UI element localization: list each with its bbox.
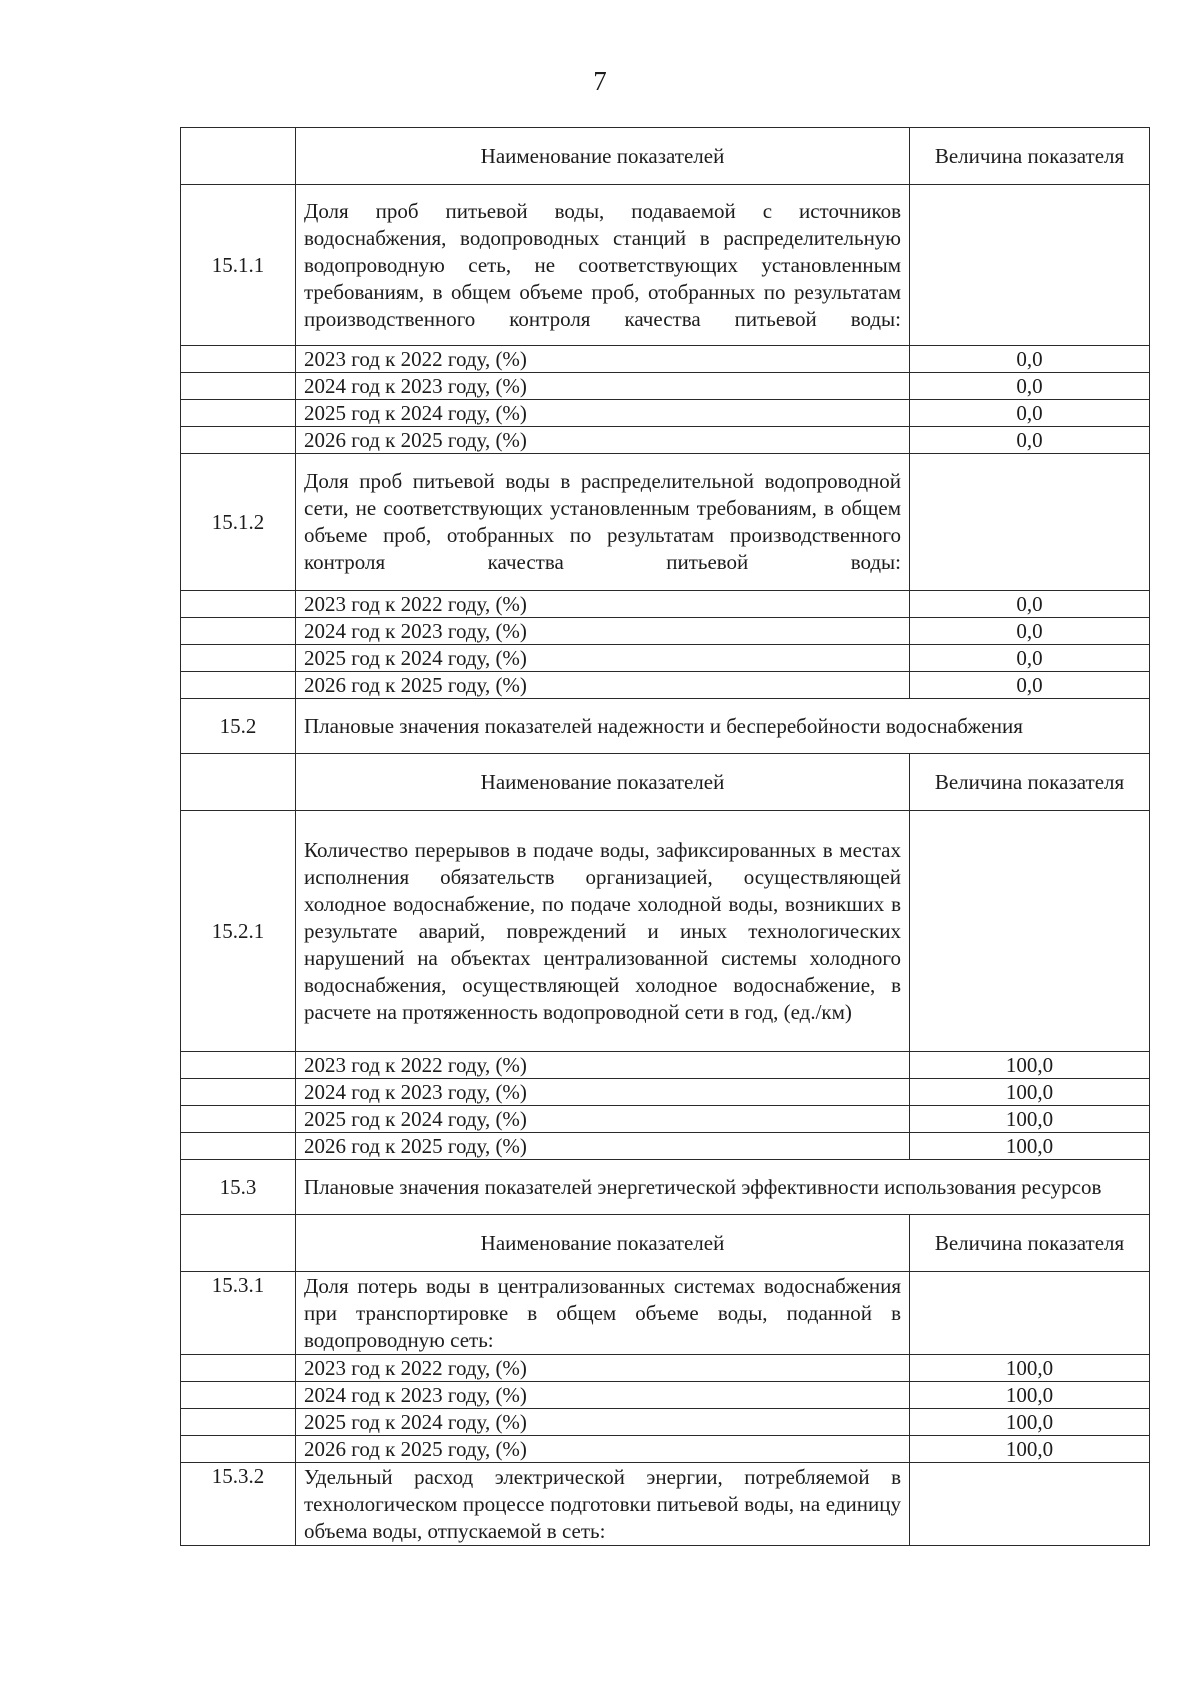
table-row (181, 1079, 1150, 1106)
row-description: Удельный расход электрической энергии, потребляемой в технологическом процессе подготовки питьевой воды, на единицу объема воды, отпускаемой в сеть: (296, 1463, 910, 1546)
row-value-empty (910, 1463, 1150, 1546)
year-value: 100,0 (910, 1436, 1150, 1463)
row-value-empty (910, 454, 1150, 591)
section-code: 15.2 (181, 699, 296, 754)
table-row (181, 1272, 1150, 1355)
row-description: Доля потерь воды в централизованных системах водоснабжения при транспортировке в общем объеме воды, поданной в водопроводную сеть: (296, 1272, 910, 1355)
year-label: 2023 год к 2022 году, (%) (296, 1052, 910, 1079)
row-code: 15.3.1 (181, 1272, 296, 1355)
table-row (181, 1106, 1150, 1133)
row-description: Доля проб питьевой воды в распределительной водопроводной сети, не соответствующих установленным требованиям, в общем объеме проб, отобранных по результатам производственного контроля качества питьевой воды: (296, 454, 910, 591)
row-value-empty (910, 185, 1150, 346)
year-label: 2025 год к 2024 году, (%) (296, 1409, 910, 1436)
year-value: 100,0 (910, 1133, 1150, 1160)
year-value: 100,0 (910, 1355, 1150, 1382)
table-row (181, 427, 1150, 454)
header-name-cell: Наименование показателей (296, 128, 910, 185)
table-row (181, 1463, 1150, 1546)
year-value: 100,0 (910, 1079, 1150, 1106)
table-row (181, 1409, 1150, 1436)
table-row (181, 672, 1150, 699)
header-value-cell: Величина показателя (910, 1215, 1150, 1272)
table-row (181, 1052, 1150, 1079)
section-row (181, 1160, 1150, 1215)
table-row (181, 645, 1150, 672)
table-row (181, 373, 1150, 400)
row-description: Количество перерывов в подаче воды, зафиксированных в местах исполнения обязательств организацией, осуществляющей холодное водоснабжение, по подаче холодной воды, возникших в результате аварий, повреждений и иных технологических нарушений на объектах централизованной системы холодного водоснабжения, осуществляющей холодное водоснабжение, в расчете на протяженность водопроводной сети в год, (ед./км) (296, 811, 910, 1052)
table-row (181, 400, 1150, 427)
year-value: 0,0 (910, 591, 1150, 618)
section-row (181, 699, 1150, 754)
table-row (181, 1355, 1150, 1382)
table-row (181, 185, 1150, 346)
year-label: 2024 год к 2023 году, (%) (296, 1079, 910, 1106)
year-value: 100,0 (910, 1409, 1150, 1436)
year-label: 2026 год к 2025 году, (%) (296, 1133, 910, 1160)
table-row (181, 346, 1150, 373)
table-header-row (181, 754, 1150, 811)
year-value: 0,0 (910, 400, 1150, 427)
header-code-cell (181, 754, 296, 811)
year-label: 2025 год к 2024 году, (%) (296, 645, 910, 672)
section-title: Плановые значения показателей энергетической эффективности использования ресурсов (296, 1160, 1150, 1215)
year-label: 2026 год к 2025 году, (%) (296, 672, 910, 699)
year-label: 2026 год к 2025 году, (%) (296, 1436, 910, 1463)
year-value: 100,0 (910, 1106, 1150, 1133)
row-value-empty (910, 1272, 1150, 1355)
section-title: Плановые значения показателей надежности и бесперебойности водоснабжения (296, 699, 1150, 754)
header-code-cell (181, 128, 296, 185)
table-row (181, 454, 1150, 591)
year-label: 2024 год к 2023 году, (%) (296, 618, 910, 645)
year-label: 2024 год к 2023 году, (%) (296, 373, 910, 400)
row-description: Доля проб питьевой воды, подаваемой с источников водоснабжения, водопроводных станций в распределительную водопроводную сеть, не соответствующих установленным требованиям, в общем объеме проб, отобранных по результатам производственного контроля качества питьевой воды: (296, 185, 910, 346)
header-code-cell (181, 1215, 296, 1272)
year-label: 2023 год к 2022 году, (%) (296, 1355, 910, 1382)
table-header-row (181, 1215, 1150, 1272)
header-value-cell: Величина показателя (910, 754, 1150, 811)
table-row (181, 811, 1150, 1052)
row-value-empty (910, 811, 1150, 1052)
header-name-cell: Наименование показателей (296, 1215, 910, 1272)
year-label: 2025 год к 2024 году, (%) (296, 400, 910, 427)
table-row (181, 591, 1150, 618)
year-label: 2025 год к 2024 году, (%) (296, 1106, 910, 1133)
table-row (181, 618, 1150, 645)
year-value: 0,0 (910, 618, 1150, 645)
table-row (181, 1436, 1150, 1463)
table-row (181, 1382, 1150, 1409)
year-value: 0,0 (910, 346, 1150, 373)
page-number: 7 (593, 66, 607, 96)
row-code: 15.1.1 (181, 185, 296, 346)
table-header-row (181, 128, 1150, 185)
row-code: 15.1.2 (181, 454, 296, 591)
row-code: 15.3.2 (181, 1463, 296, 1546)
section-code: 15.3 (181, 1160, 296, 1215)
header-name-cell: Наименование показателей (296, 754, 910, 811)
year-value: 0,0 (910, 672, 1150, 699)
header-value-cell: Величина показателя (910, 128, 1150, 185)
indicators-table (180, 127, 1150, 1546)
year-label: 2024 год к 2023 году, (%) (296, 1382, 910, 1409)
table-row (181, 1133, 1150, 1160)
year-value: 0,0 (910, 427, 1150, 454)
year-value: 100,0 (910, 1052, 1150, 1079)
year-value: 0,0 (910, 373, 1150, 400)
year-label: 2023 год к 2022 году, (%) (296, 346, 910, 373)
year-value: 0,0 (910, 645, 1150, 672)
row-code: 15.2.1 (181, 811, 296, 1052)
year-label: 2023 год к 2022 году, (%) (296, 591, 910, 618)
year-label: 2026 год к 2025 году, (%) (296, 427, 910, 454)
year-value: 100,0 (910, 1382, 1150, 1409)
